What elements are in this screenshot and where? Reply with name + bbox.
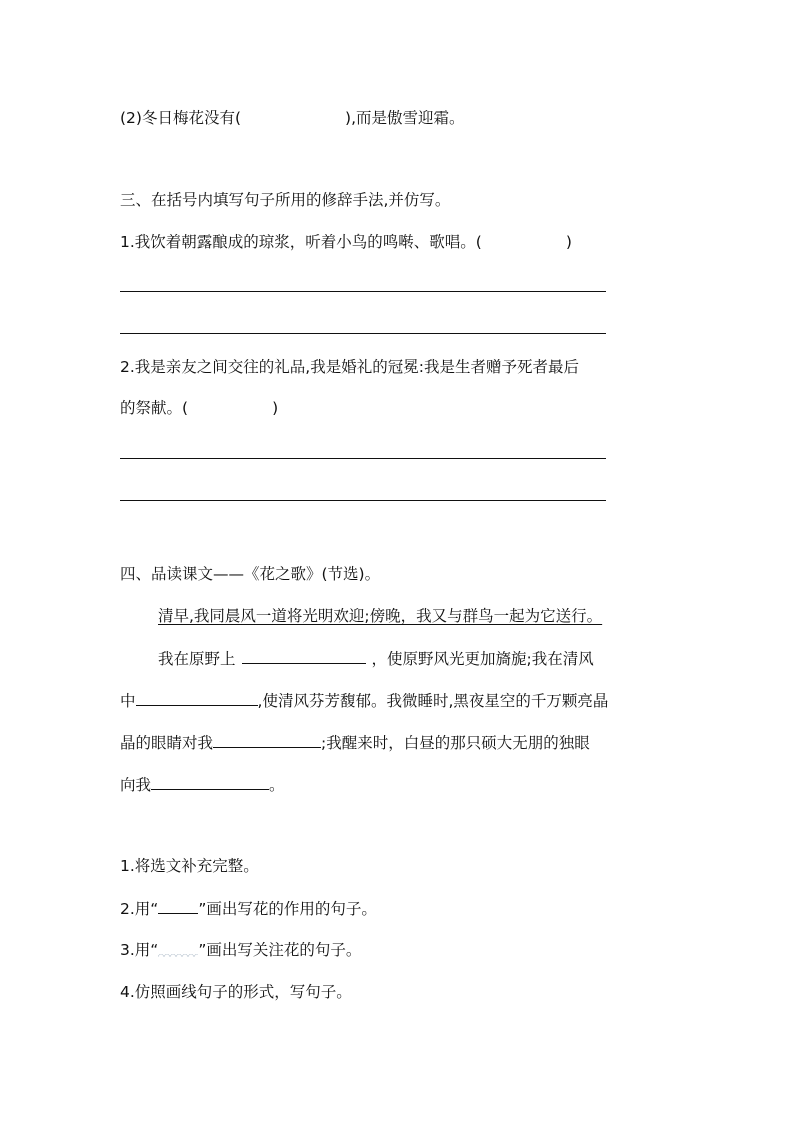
passage-line-2: 中 ,使清风芬芳馥郁。我微睡时,黑夜星空的千万颗亮晶 (120, 692, 609, 710)
section-3-question-2-cont: 的祭献。( ) (120, 399, 279, 417)
passage-line-1: 我在原野上 ，使原野风光更加旖旎;我在清风 (158, 650, 594, 668)
wavy-line-sample (158, 949, 198, 957)
fill-blank[interactable] (136, 690, 258, 706)
section-3-question-2: 2.我是亲友之间交往的礼品,我是婚礼的冠冕:我是生者赠予死者最后 (120, 358, 579, 376)
passage-line-3: 晶的眼睛对我 ;我醒来时，白昼的那只硕大无朋的独眼 (120, 734, 590, 752)
task-2: 2.用“ ”画出写花的作用的句子。 (120, 900, 377, 918)
writing-line[interactable] (120, 333, 606, 334)
writing-line[interactable] (120, 458, 606, 459)
task-1: 1.将选文补充完整。 (120, 857, 259, 875)
fill-blank[interactable] (213, 732, 321, 748)
question-2-2: (2)冬日梅花没有( ),而是傲雪迎霜。 (120, 109, 465, 127)
task-4: 4.仿照画线句子的形式，写句子。 (120, 983, 352, 1001)
straight-line-sample (158, 898, 198, 914)
section-4-heading: 四、品读课文——《花之歌》(节选)。 (120, 565, 381, 583)
passage-line-4: 向我 。 (120, 776, 285, 794)
writing-line[interactable] (120, 291, 606, 292)
writing-line[interactable] (120, 500, 606, 501)
task-3: 3.用“ ”画出写关注花的句子。 (120, 941, 362, 959)
section-3-question-1: 1.我饮着朝露酿成的琼浆，听着小鸟的鸣啭、歌唱。( ) (120, 233, 572, 251)
section-3-heading: 三、在括号内填写句子所用的修辞手法,并仿写。 (120, 191, 451, 209)
underlined-sentence: 清早,我同晨风一道将光明欢迎;傍晚，我又与群鸟一起为它送行。 (158, 607, 603, 625)
fill-blank[interactable] (151, 774, 269, 790)
fill-blank[interactable] (242, 648, 366, 664)
